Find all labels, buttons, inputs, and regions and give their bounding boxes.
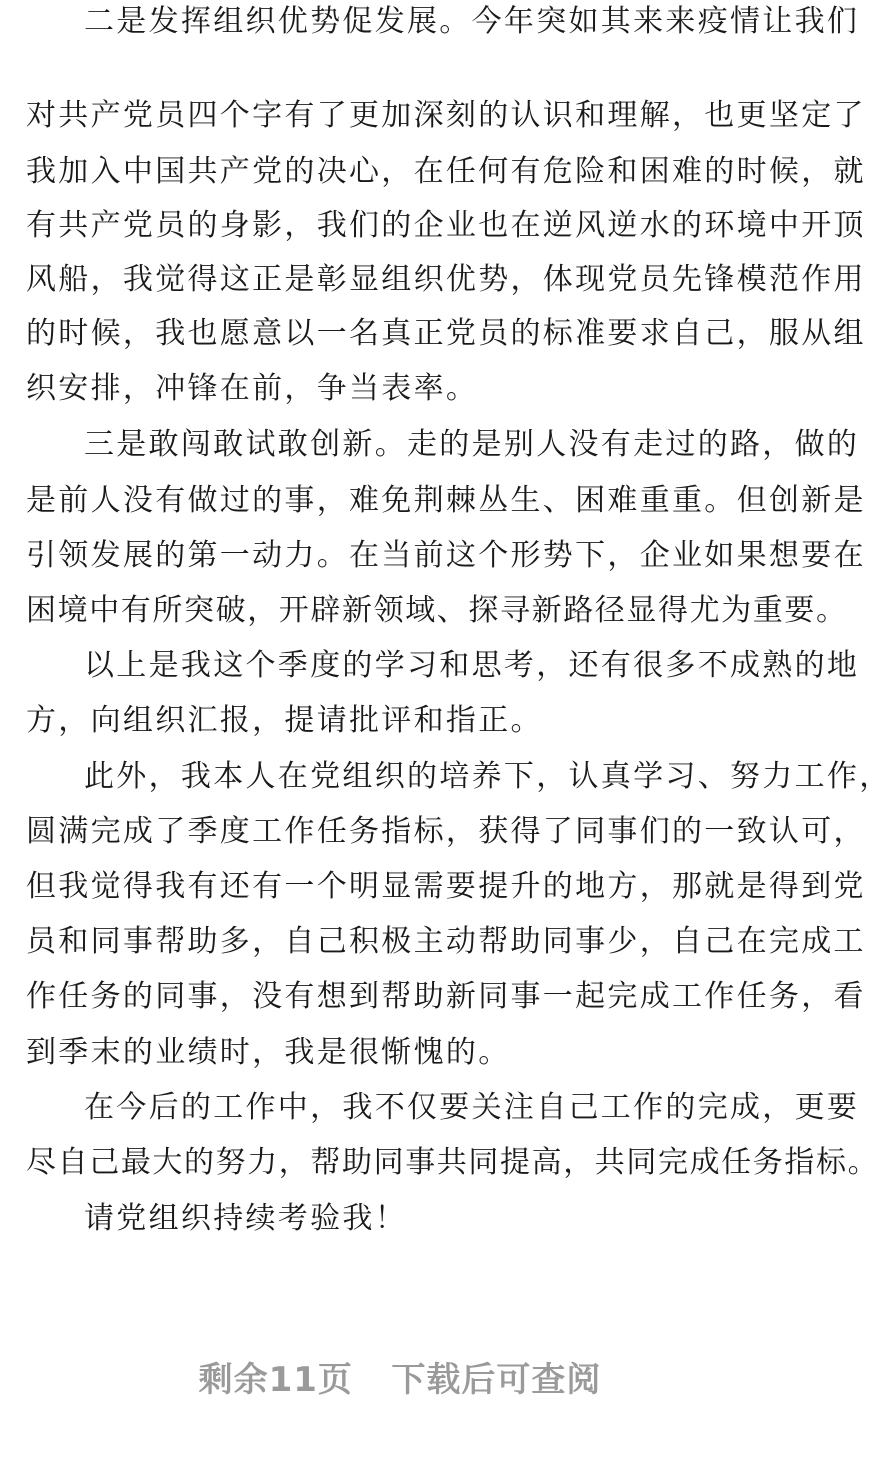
paragraph-line: 以上是我这个季度的学习和思考，还有很多不成熟的地 (84, 648, 860, 683)
paragraph-line: 在今后的工作中，我不仅要关注自己工作的完成，更要 (84, 1090, 860, 1125)
paragraph-line: 员和同事帮助多，自己积极主动帮助同事少，自己在完成工 (26, 924, 866, 959)
paragraph-line: 织安排，冲锋在前，争当表率。 (26, 371, 479, 406)
paragraph-line: 请党组织持续考验我！ (84, 1201, 407, 1236)
paragraph-line: 三是敢闯敢试敢创新。走的是别人没有走过的路，做的 (84, 427, 860, 462)
paragraph-line: 对共产党员四个字有了更加深刻的认识和理解，也更坚定了 (26, 98, 866, 133)
paragraph-line: 作任务的同事，没有想到帮助新同事一起完成工作任务，看 (26, 979, 866, 1014)
paragraph-line: 方，向组织汇报，提请批评和指正。 (26, 703, 543, 738)
paragraph-line: 此外，我本人在党组织的培养下，认真学习、努力工作， (84, 759, 892, 794)
paragraph-line: 到季末的业绩时，我是很惭愧的。 (26, 1035, 511, 1070)
paragraph-line: 困境中有所突破，开辟新领域、探寻新路径显得尤为重要。 (26, 593, 848, 628)
paragraph-line: 有共产党员的身影，我们的企业也在逆风逆水的环境中开顶 (26, 208, 866, 243)
paragraph-line: 的时候，我也愿意以一名真正党员的标准要求自己，服从组 (26, 316, 866, 351)
paragraph-line: 风船，我觉得这正是彰显组织优势，体现党员先锋模范作用 (26, 262, 866, 297)
paragraph-line: 二是发挥组织优势促发展。今年突如其来来疫情让我们 (84, 4, 860, 39)
paragraph-line: 是前人没有做过的事，难免荆棘丛生、困难重重。但创新是 (26, 483, 866, 518)
paragraph-line: 尽自己最大的努力，帮助同事共同提高，共同完成任务指标。 (26, 1145, 880, 1180)
paragraph-line: 但我觉得我有还有一个明显需要提升的地方，那就是得到党 (26, 869, 866, 904)
paragraph-line: 我加入中国共产党的决心，在任何有危险和困难的时候，就 (26, 154, 866, 189)
remaining-pages-notice: 剩余11页 下载后可查阅 (198, 1360, 602, 1400)
paragraph-line: 圆满完成了季度工作任务指标，获得了同事们的一致认可， (26, 814, 866, 849)
paragraph-line: 引领发展的第一动力。在当前这个形势下，企业如果想要在 (26, 538, 866, 573)
